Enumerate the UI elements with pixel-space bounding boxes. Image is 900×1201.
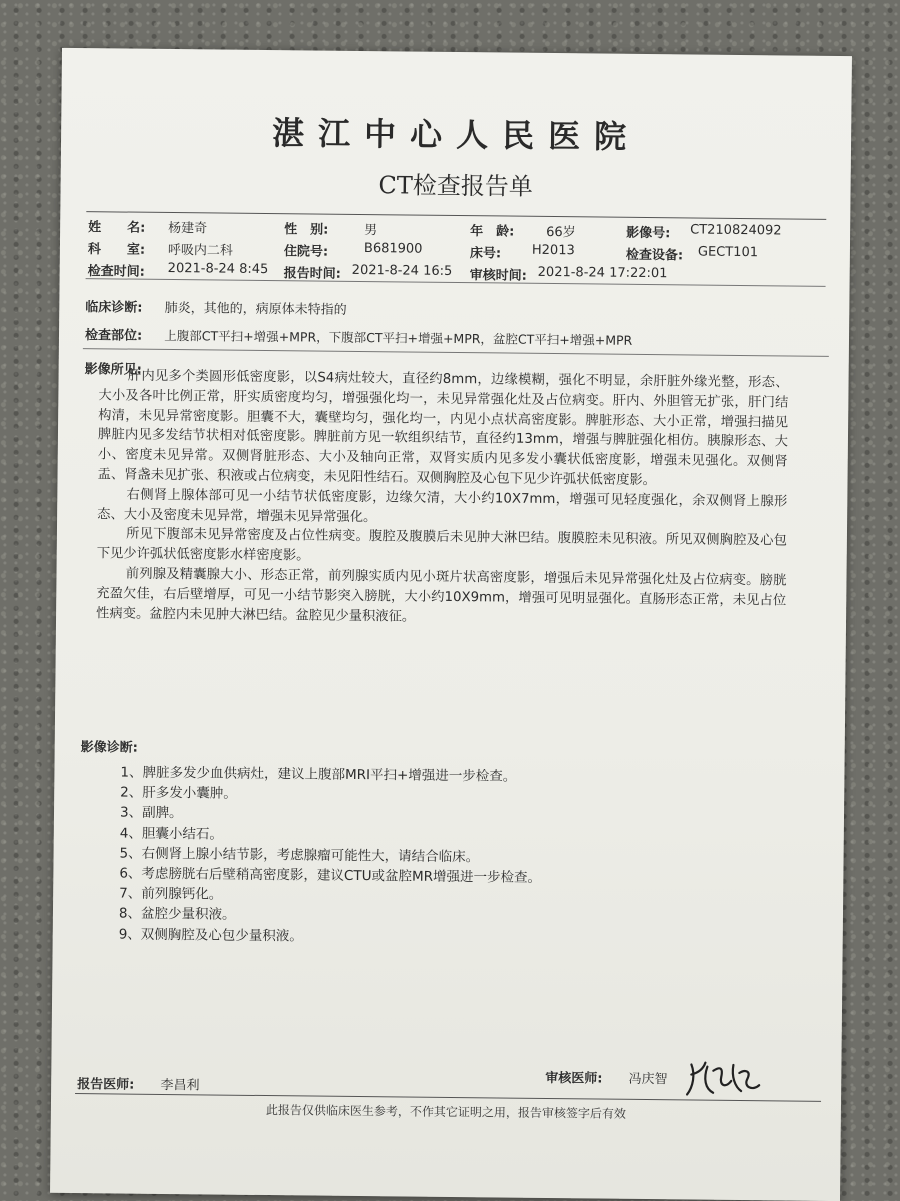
sex-label: 性 别: (284, 222, 329, 238)
patient-sex: 男 (364, 223, 378, 239)
diagnosis-item: 1、脾脏多发少血供病灶，建议上腹部MRI平扫+增强进一步检查。 (120, 764, 517, 785)
exam-time: 2021-8-24 8:45 (167, 260, 269, 278)
diagnosis-item: 5、右侧肾上腺小结节影，考虑腺瘤可能性大，请结合临床。 (119, 845, 480, 866)
dept-label: 科 室: (87, 242, 146, 258)
diagnosis-item: 4、胆囊小结石。 (119, 825, 223, 843)
diagnosis-heading (81, 736, 821, 763)
review-time: 2021-8-24 17:22:01 (537, 264, 668, 282)
diagnosis-item: 7、前列腺钙化。 (119, 885, 223, 903)
age-label: 年 龄: (470, 224, 515, 240)
patient-name: 杨建奇 (168, 220, 208, 237)
reviewer-name: 冯庆智 (628, 1071, 668, 1088)
findings-paragraph: 右侧肾上腺体部可见一小结节状低密度影，边缘欠清，大小约10X7mm，增强可见轻度强化，余双侧肾上腺形态、大小及密度未见异常，增强未见异常强化。 (97, 487, 788, 525)
reviewer (545, 1067, 668, 1087)
patient-info (86, 211, 827, 287)
diagnosis-item: 9、双侧胸腔及心包少量积液。 (118, 926, 303, 945)
exam-part-label: 检查部位: (84, 328, 143, 344)
image-no: CT210824092 (690, 222, 782, 239)
diagnosis-list (119, 763, 543, 949)
admission-label: 住院号: (283, 244, 329, 260)
reporter-label: 报告医师: (77, 1077, 135, 1093)
report-disclaimer: 此报告仅供临床医生参考，不作其它证明之用，报告审核签字后有效 (265, 1103, 626, 1121)
device: GECT101 (697, 244, 759, 261)
report-title: CT检查报告单 (378, 171, 533, 201)
name-label: 姓 名: (88, 220, 146, 236)
exam-part (85, 324, 825, 351)
review-time-label: 审核时间: (469, 268, 527, 284)
bed-no: H2013 (531, 242, 575, 259)
report-paper (50, 48, 852, 1201)
exam-part-value: 上腹部CT平扫+增强+MPR，下腹部CT平扫+增强+MPR，盆腔CT平扫+增强+MPR (164, 327, 633, 348)
report-time-label: 报告时间: (283, 266, 341, 282)
reviewer-label: 审核医师: (545, 1070, 603, 1087)
clinical-label: 临床诊断: (85, 300, 143, 316)
clinical-diagnosis (85, 296, 825, 323)
bed-label: 床号: (469, 246, 502, 262)
hospital-name: 湛江中心人民医院 (271, 114, 641, 156)
report-time: 2021-8-24 16:5 (351, 262, 453, 279)
diagnosis-item: 8、盆腔少量积液。 (118, 905, 236, 924)
reviewer-signature-image (683, 1054, 763, 1101)
reporter-name: 李昌利 (160, 1077, 200, 1094)
patient-age: 66岁 (546, 224, 576, 241)
image-no-label: 影像号: (626, 225, 671, 242)
exam-time-label: 检查时间: (87, 264, 145, 280)
department: 呼吸内二科 (167, 242, 233, 259)
findings-paragraph: 前列腺及精囊腺大小、形态正常，前列腺实质内见小斑片状高密度影，增强后未见异常强化灶及占位病变。膀胱充盈欠佳，右后壁增厚，可见一小结节影突入膀胱，大小约10X9mm，增强可见明显强化。直肠形态正常，未见占位性病变。盆腔内未见肿大淋巴结。盆腔见少量积液征。 (96, 566, 787, 625)
admission-no: B681900 (363, 241, 423, 257)
diagnosis-label: 影像诊断: (80, 740, 138, 756)
findings-body (96, 366, 789, 631)
findings-paragraph: 所见下腹部未见异常密度及占位性病变。腹腔及腹膜后未见肿大淋巴结。腹膜腔未见积液。所见双侧胸腔及心包下见少许弧状低密度影水样密度影。 (96, 526, 787, 564)
findings-label: 影像所见: (84, 362, 142, 378)
clinical-value: 肺炎，其他的，病原体未特指的 (164, 300, 347, 318)
device-label: 检查设备: (625, 247, 684, 264)
diagnosis-item: 2、肝多发小囊肿。 (120, 784, 237, 802)
findings-paragraph: 肝内见多个类圆形低密度影，以S4病灶较大，直径约8mm，边缘模糊，强化不明显，余肝脏外缘光整，形态、大小及各叶比例正常，肝实质密度均匀，增强强化均一，未见异常强化灶及占位病变。肝内、外胆管无扩张，肝门结构清，未见异常密度影。胆囊不大，囊壁均匀，强化均一，内见小点状高密度影。脾脏形态、大小正常，增强扫描见脾脏内见多发结节状相对低密度影。脾脏前方见一软组织结节，直径约13mm，增强与脾脏强化相仿。胰腺形态、大小、密度未见异常。双侧肾脏形态、大小及轴向正常，双肾实质内见多发小囊状低密度影，增强未见强化。双侧肾盂、肾盏未见扩张、积液或占位病变，未见阳性结石。双侧胸腔及心包下见少许弧状低密度影。 (97, 368, 789, 489)
diagnosis-item: 6、考虑膀胱右后壁稍高密度影，建议CTU或盆腔MR增强进一步检查。 (119, 865, 542, 886)
diagnosis-item: 3、副脾。 (119, 804, 183, 822)
